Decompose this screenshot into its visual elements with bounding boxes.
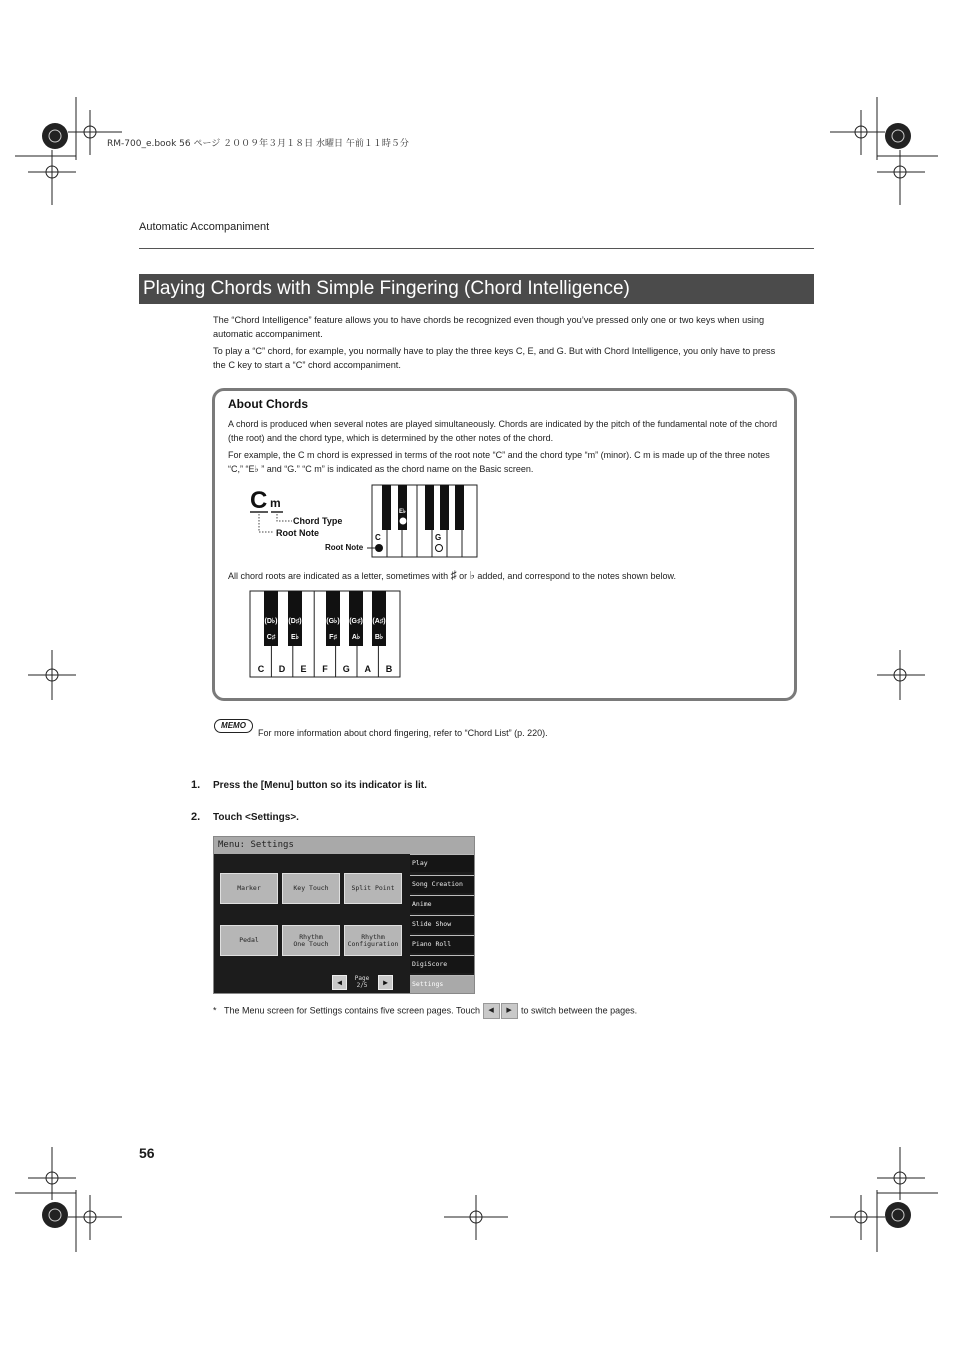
menu-settings-screen [213, 836, 475, 994]
root-note-key-label: Root Note [325, 543, 364, 552]
page-value: 2/5 [356, 982, 368, 989]
menu-item-digiscore[interactable]: DigiScore [410, 955, 474, 973]
footnote-text-start: The Menu screen for Settings contains five screen pages. Touch [224, 1005, 481, 1016]
menu-item-anime[interactable]: Anime [410, 895, 474, 913]
note-names-keyboard [249, 590, 403, 680]
chord-root-letter: C [250, 487, 268, 514]
menu-item-slide-show[interactable]: Slide Show [410, 915, 474, 933]
footnote-star: * [213, 1005, 217, 1016]
split-point-button[interactable]: Split Point [344, 873, 402, 904]
key-g-label: G [435, 533, 442, 542]
header-divider [139, 248, 814, 249]
about-paragraph-1: A chord is produced when several notes are played simultaneously. Chords are indicated by the pitch of the fundamental note of the chord (the root) and the chord type, which is determined by the other notes of the chord. [228, 419, 778, 443]
black-key-upper-1: (D♭) [264, 618, 278, 625]
white-key-f: F [322, 664, 328, 674]
black-key-upper-5: (A♯) [372, 618, 386, 625]
black-key-lower-3: F♯ [329, 634, 337, 641]
section-title: Playing Chords with Simple Fingering (Chord Intelligence) [139, 274, 814, 304]
memo-badge: MEMO [214, 719, 253, 733]
menu-item-piano-roll[interactable]: Piano Roll [410, 935, 474, 953]
page-indicator [350, 975, 374, 989]
black-key-lower-5: B♭ [374, 634, 384, 641]
memo-text: For more information about chord fingering, refer to “Chord List” (p. 220). [258, 728, 548, 738]
screen-title: Menu: Settings [214, 837, 474, 854]
about-paragraph-3-start: All chord roots are indicated as a letter, sometimes with [228, 571, 449, 581]
step-1-number: 1. [191, 779, 201, 791]
sharp-symbol: ♯ [450, 568, 457, 582]
pedal-button[interactable]: Pedal [220, 925, 278, 956]
about-paragraph-3 [228, 568, 783, 583]
menu-item-play[interactable]: Play [410, 854, 474, 872]
intro-paragraph-2: To play a “C” chord, for example, you normally have to play the three keys C, E, and G. But with Chord Intelligence, you only have to press the C key to start a “C” chord accompaniment. [213, 346, 776, 370]
black-key-lower-4: A♭ [351, 634, 361, 641]
step-2-text: Touch <Settings>. [213, 812, 299, 823]
menu-item-song-creation[interactable]: Song Creation [410, 875, 474, 893]
prev-page-button[interactable]: ◀ [332, 975, 347, 990]
next-page-button[interactable]: ▶ [378, 975, 393, 990]
page-number: 56 [139, 1145, 155, 1161]
white-key-b: B [385, 664, 393, 674]
key-touch-button[interactable]: Key Touch [282, 873, 340, 904]
step-2-number: 2. [191, 811, 201, 823]
chord-type-letter: m [270, 496, 281, 510]
running-header: Automatic Accompaniment [139, 221, 270, 233]
white-key-c: C [257, 664, 265, 674]
black-key-lower-1: C♯ [266, 634, 276, 641]
print-info-line: RM-700_e.book 56 ページ ２００９年３月１８日 水曜日 午前１１時５分 [107, 139, 409, 149]
rhythm-configuration-button[interactable]: Rhythm Configuration [344, 925, 402, 956]
about-or: or [459, 571, 468, 581]
chord-type-label: Chord Type [293, 516, 343, 526]
white-key-e: E [300, 664, 307, 674]
intro-paragraph-1: The “Chord Intelligence” feature allows you to have chords be recognized even though you’ve pressed only one or two keys when using automatic accompaniment. [213, 315, 765, 339]
white-key-d: D [278, 664, 286, 674]
black-key-upper-2: (D♯) [288, 618, 302, 625]
footnote [213, 1003, 637, 1019]
inline-prev-arrow-icon: ◀ [483, 1003, 500, 1019]
white-key-a: A [364, 664, 371, 674]
about-paragraph-2-start: For example, the C m chord is expressed in terms of the root note “C” and the chord type “m” (minor). C m is made up of the three notes “C,” “E [228, 450, 770, 474]
marker-button[interactable]: Marker [220, 873, 278, 904]
flat-symbol-2: ♭ [469, 570, 475, 582]
flat-symbol: ♭ [254, 464, 259, 474]
key-e-flat-label: E♭ [399, 509, 406, 515]
about-chords-title: About Chords [228, 397, 308, 411]
inline-next-arrow-icon: ▶ [501, 1003, 518, 1019]
step-1-text: Press the [Menu] button so its indicator is lit. [213, 780, 427, 791]
black-key-lower-2: E♭ [291, 634, 299, 641]
key-c-label: C [375, 533, 381, 542]
menu-item-settings[interactable]: Settings [410, 975, 474, 993]
black-key-upper-3: (G♭) [326, 618, 340, 625]
root-note-label: Root Note [276, 528, 319, 538]
rhythm-one-touch-button[interactable]: Rhythm One Touch [282, 925, 340, 956]
about-paragraph-3-end: added, and correspond to the notes shown below. [477, 571, 677, 581]
about-paragraph-2-end: ” and “G.” “C m” is indicated as the chord name on the Basic screen. [258, 464, 534, 474]
about-paragraph-2 [228, 448, 783, 476]
black-key-upper-4: (G♯) [349, 618, 363, 625]
footnote-text-end: to switch between the pages. [521, 1005, 638, 1016]
white-key-g: G [342, 664, 350, 674]
chord-name-diagram [246, 484, 486, 560]
page-label: Page [354, 975, 370, 982]
